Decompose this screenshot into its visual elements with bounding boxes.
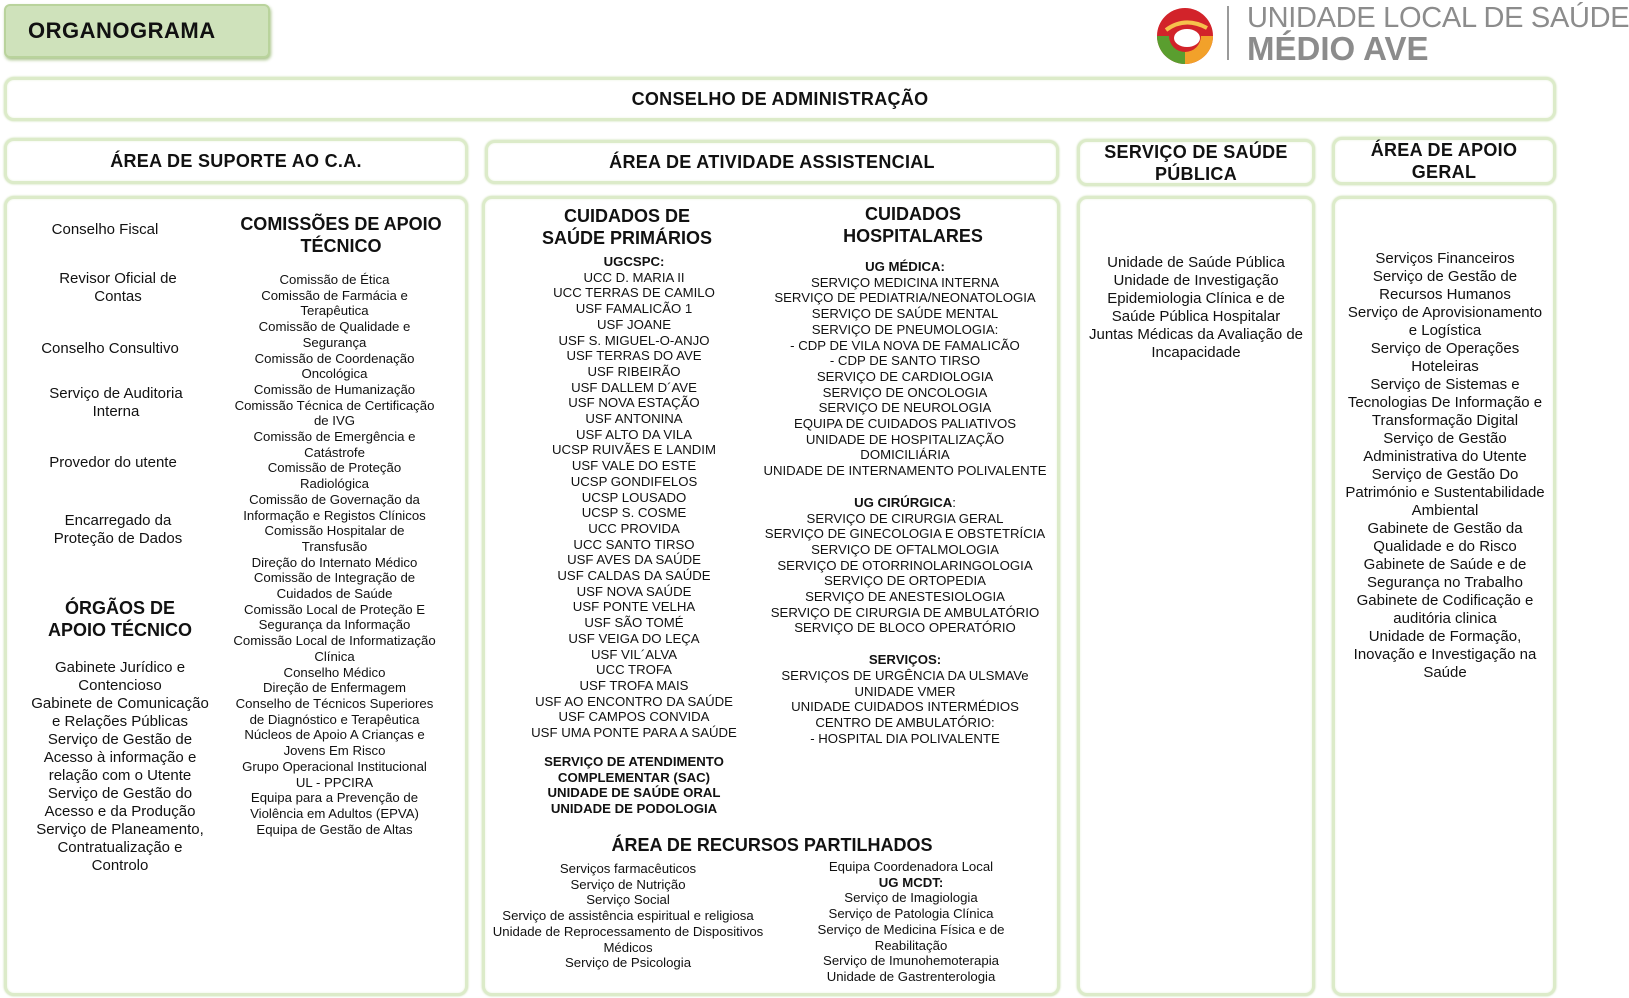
unidade-primaria-item: USF S. MIGUEL-O-ANJO [558,332,710,348]
apoio-geral-item: Gabinete de Codificação e auditória clinica [1356,592,1534,627]
cuidados-hospitalares-title: CUIDADOS HOSPITALARES [843,204,983,246]
ug-medica-item: SERVIÇO DE PNEUMOLOGIA: [811,321,999,337]
unidade-primaria-item: USF TERRAS DO AVE [566,348,702,364]
page-title: ORGANOGRAMA [4,4,270,58]
unidade-primaria-item: USF UMA PONTE PARA A SAÚDE [531,725,737,741]
unidade-primaria-item: USF AVES DA SAÚDE [567,552,701,568]
header-area-assistencial-label: ÁREA DE ATIVIDADE ASSISTENCIAL [609,151,935,172]
comissao-item: Comissão Local de Proteção E Segurança da Informação [243,601,426,633]
ug-medica-item: SERVIÇO MEDICINA INTERNA [810,274,1000,290]
cuidados-hospitalares-list [760,259,1050,746]
logo-divider [1227,6,1229,60]
unidade-primaria-item: UCSP LOUSADO [581,489,687,505]
recursos-partilhados-left-list [492,861,764,971]
ug-medica-item: UNIDADE DE INTERNAMENTO POLIVALENTE [763,463,1047,479]
comissao-item: Equipa para a Prevenção de Violência em Adultos (EPVA) [250,790,419,821]
unidade-primaria-item: UCSP RUIVÃES E LANDIM [552,442,716,458]
apoio-geral-item: Serviço de Aprovisionamento e Logística [1347,304,1543,339]
ug-mcdt-item: Serviço de Patologia Clínica [828,906,994,922]
recurso-partilhado-item: Serviço de assistência espiritual e religiosa [502,908,754,924]
unidade-primaria-item: UCC TROFA [596,662,672,678]
cuidados-primarios-title: CUIDADOS DE SAÚDE PRIMÁRIOS [541,206,712,248]
orgaos-apoio-tecnico-title: ÓRGÃOS DE APOIO TÉCNICO [47,598,192,640]
apoio-geral-item: Serviço de Gestão Do Património e Sustentabilidade Ambiental [1345,466,1545,519]
ulsma-logo [1150,0,1629,68]
servico-primario-item: SERVIÇO DE ATENDIMENTO COMPLEMENTAR (SAC) [544,753,724,785]
apoio-geral-item: Gabinete de Gestão da Qualidade e do Risco [1367,520,1523,555]
comissao-item: Comissão de Integração de Cuidados de Saúde [253,570,416,602]
ug-mcdt-title: UG MCDT: [878,874,944,890]
apoio-geral-list [1344,250,1546,682]
header-saude-publica-label: SERVIÇO DE SAÚDE PÚBLICA [1104,141,1288,184]
saude-publica-item: Unidade de Investigação Epidemiologia Clínica e de Saúde Pública Hospitalar [1107,272,1285,325]
comissao-item: Equipa de Gestão de Altas [256,821,413,837]
unidade-primaria-item: UCC PROVIDA [588,520,680,536]
recurso-partilhado-item: Serviços farmacêuticos [559,861,697,876]
comissao-item: Comissão Hospitalar de Transfusão [264,523,405,554]
logo-line2: MÉDIO AVE [1247,30,1429,67]
unidade-primaria-item: USF TROFA MAIS [579,677,689,693]
orgao-apoio-item: Gabinete Jurídico e Contencioso [54,659,186,694]
comissao-item: Comissão de Emergência e Catástrofe [253,429,416,460]
comissao-item: Comissão de Farmácia e Terapêutica [261,287,408,319]
apoio-geral-item: Serviço de Operações Hoteleiras [1370,340,1520,375]
ug-medica-title: UG MÉDICA: [865,259,945,274]
servicos-item: SERVIÇOS DE URGÊNCIA DA ULSMAVe [781,667,1029,683]
unidade-primaria-item: USF DALLEM D´AVE [571,379,697,395]
ug-cirurgica-item: SERVIÇO DE CIRURGIA DE AMBULATÓRIO [770,604,1040,620]
conselho-administracao-label: CONSELHO DE ADMINISTRAÇÃO [631,88,929,109]
unidade-primaria-item: USF SÃO TOMÉ [584,615,684,631]
comissao-item: Comissão de Qualidade e Segurança [258,319,411,350]
servico-primario-item: UNIDADE DE PODOLOGIA [550,800,718,816]
unidade-primaria-item: USF JOANE [596,316,671,332]
servicos-item: UNIDADE CUIDADOS INTERMÉDIOS [791,699,1019,715]
orgao-apoio-item: Serviço de Planeamento, Contratualização e Controlo [36,821,204,874]
orgaos-apoio-tecnico-list [30,659,210,875]
recurso-partilhado-item: Serviço Social [586,892,670,908]
ug-medica-item: UNIDADE DE HOSPITALIZAÇÃO DOMICILIÁRIA [805,431,1005,463]
comissao-item: Comissão de Ética [279,272,390,287]
orgao-apoio-item: Serviço de Gestão de Acesso à informação e relação com o Utente [43,731,197,784]
equipa-coordenadora-local: Equipa Coordenadora Local [828,859,994,874]
comissao-item: Comissão de Coordenação Oncológica [254,350,415,382]
servicos-item: UNIDADE VMER [854,683,956,699]
comissoes-apoio-tecnico-list [232,272,437,837]
ug-cirurgica-title: UG CIRÚRGICA [854,494,953,510]
unidade-primaria-item: USF CALDAS DA SAÚDE [557,568,711,584]
comissao-item: Grupo Operacional Institucional UL - PPCIRA [242,758,427,790]
unidade-primaria-item: UCSP GONDIFELOS [570,473,698,489]
apoio-geral-item: Gabinete de Saúde e de Segurança no Trabalho [1363,556,1527,591]
ug-mcdt-item: Unidade de Gastrenterologia [826,968,996,984]
comissao-item: Comissão Local de Informatização Clínica [233,633,436,664]
ug-medica-item: - CDP DE VILA NOVA DE FAMALICÃO [790,337,1020,353]
unidade-primaria-item: USF PONTE VELHA [572,599,696,615]
recursos-partilhados-title: ÁREA DE RECURSOS PARTILHADOS [611,835,933,855]
ug-cirurgica-colon: : [952,494,956,510]
unidade-primaria-item: USF VALE DO ESTE [571,458,697,474]
ug-medica-item: SERVIÇO DE PEDIATRIA/NEONATOLOGIA [774,290,1036,306]
recurso-partilhado-item: Unidade de Reprocessamento de Dispositivos Médicos [492,923,764,955]
conselho-administracao-box [4,77,1556,121]
unidade-primaria-item: USF VEIGA DO LEÇA [568,630,700,646]
orgao-apoio-item: Serviço de Gestão do Acesso e da Produção [44,785,196,820]
apoio-geral-item: Serviços Financeiros [1375,250,1515,267]
ug-medica-item: EQUIPA DE CUIDADOS PALIATIVOS [793,416,1017,432]
ug-cirurgica-item: SERVIÇO DE GINECOLOGIA E OBSTETRÍCIA [764,526,1046,542]
ug-medica-item: SERVIÇO DE SAÚDE MENTAL [811,306,999,322]
servicos-item: CENTRO DE AMBULATÓRIO: [815,714,995,730]
ug-cirurgica-item: SERVIÇO DE ANESTESIOLOGIA [805,589,1005,605]
header-apoio-geral-label: ÁREA DE APOIO GERAL [1370,140,1518,182]
unidade-primaria-item: USF ALTO DA VILA [575,426,693,442]
unidade-primaria-item: USF RIBEIRÃO [587,363,681,379]
apoio-geral-item: Serviço de Sistemas e Tecnologias De Informação e Transformação Digital [1347,376,1543,429]
ug-cirurgica-item: SERVIÇO DE OFTALMOLOGIA [811,541,999,557]
comissao-item: Comissão de Governação da Informação e Registos Clínicos [243,491,426,523]
ug-cirurgica-heading [760,495,1050,511]
ug-medica-item: - CDP DE SANTO TIRSO [829,353,981,369]
unidade-primaria-item: USF CAMPOS CONVIDA [558,709,710,725]
apoio-geral-item: Serviço de Gestão de Recursos Humanos [1372,268,1518,303]
ug-mcdt-item: Serviço de Imunohemoterapia [823,953,999,969]
servico-primario-item: UNIDADE DE SAÚDE ORAL [547,785,721,801]
unidade-primaria-item: USF NOVA SAÚDE [576,583,692,599]
header-area-suporte [4,138,468,184]
comissoes-apoio-tecnico-title: COMISSÕES DE APOIO TÉCNICO [240,214,442,256]
comissao-item: Conselho de Técnicos Superiores de Diagnóstico e Terapêutica [235,695,434,727]
comissao-item: Comissão Técnica de Certificação de IVG [234,397,435,429]
unidade-primaria-item: UCC D. MARIA II [583,269,685,285]
ug-mcdt-item: Serviço de Medicina Física e de Reabilitação [817,921,1005,953]
recursos-partilhados-right-list [800,859,1022,985]
provedor-utente: Provedor do utente [49,454,177,471]
orgao-apoio-item: Gabinete de Comunicação e Relações Públicas [31,695,209,730]
comissao-item: Comissão de Humanização [253,381,416,397]
unidade-primaria-item: UCC SANTO TIRSO [573,536,695,552]
unidade-primaria-item: USF NOVA ESTAÇÃO [568,395,700,411]
saude-publica-list [1088,254,1304,362]
header-area-suporte-label: ÁREA DE SUPORTE AO C.A. [110,150,362,171]
recurso-partilhado-item: Serviço de Nutrição [570,876,686,892]
ug-cirurgica-item: SERVIÇO DE OTORRINOLARINGOLOGIA [777,557,1033,573]
apoio-geral-item: Serviço de Gestão Administrativa do Utente [1363,430,1527,465]
ug-medica-item: SERVIÇO DE ONCOLOGIA [822,384,988,400]
comissao-item: Direção de Enfermagem [263,680,406,696]
header-area-assistencial [485,140,1059,184]
encarregado-protecao-dados: Encarregado da Proteção de Dados [53,512,183,547]
servicos-title: SERVIÇOS: [868,652,942,668]
header-saude-publica [1077,139,1315,186]
ug-cirurgica-item: SERVIÇO DE CIRURGIA GERAL [806,510,1004,526]
ug-medica-item: SERVIÇO DE CARDIOLOGIA [816,368,994,384]
ug-mcdt-item: Serviço de Imagiologia [844,890,978,906]
ugcspc-title: UGCSPC: [603,254,665,269]
unidade-primaria-item: UCSP S. COSME [581,505,687,521]
ug-cirurgica-item: SERVIÇO DE ORTOPEDIA [824,573,986,589]
unidade-primaria-item: USF ANTONINA [585,411,683,427]
cuidados-primarios-list [520,254,748,817]
unidade-primaria-item: USF VIL´ALVA [591,646,677,662]
servico-auditoria-interna: Serviço de Auditoria Interna [49,385,183,420]
conselho-fiscal: Conselho Fiscal [51,221,159,238]
conselho-consultivo: Conselho Consultivo [41,340,179,357]
recurso-partilhado-item: Serviço de Psicologia [564,955,692,971]
unidade-primaria-item: USF FAMALICÃO 1 [575,301,693,317]
unidade-primaria-item: USF AO ENCONTRO DA SAÚDE [535,693,733,709]
saude-publica-item: Unidade de Saúde Pública [1107,254,1285,271]
revisor-oficial-contas: Revisor Oficial de Contas [59,270,177,305]
ulsma-logo-icon [1152,2,1218,68]
comissao-item: Direção do Internato Médico [251,554,418,570]
apoio-geral-item: Unidade de Formação, Inovação e Investigação na Saúde [1353,628,1537,681]
comissao-item: Conselho Médico [283,664,386,680]
ug-cirurgica-item: SERVIÇO DE BLOCO OPERATÓRIO [794,620,1016,636]
servicos-item: - HOSPITAL DIA POLIVALENTE [810,730,1000,746]
saude-publica-item: Juntas Médicas da Avaliação de Incapacidade [1088,326,1304,361]
ug-medica-item: SERVIÇO DE NEUROLOGIA [818,400,992,416]
comissao-item: Núcleos de Apoio A Crianças e Jovens Em Risco [244,727,425,759]
comissao-item: Comissão de Proteção Radiológica [267,460,402,492]
logo-line1: UNIDADE LOCAL DE SAÚDE [1247,2,1629,34]
header-apoio-geral [1332,137,1556,185]
unidade-primaria-item: UCC TERRAS DE CAMILO [553,285,715,301]
